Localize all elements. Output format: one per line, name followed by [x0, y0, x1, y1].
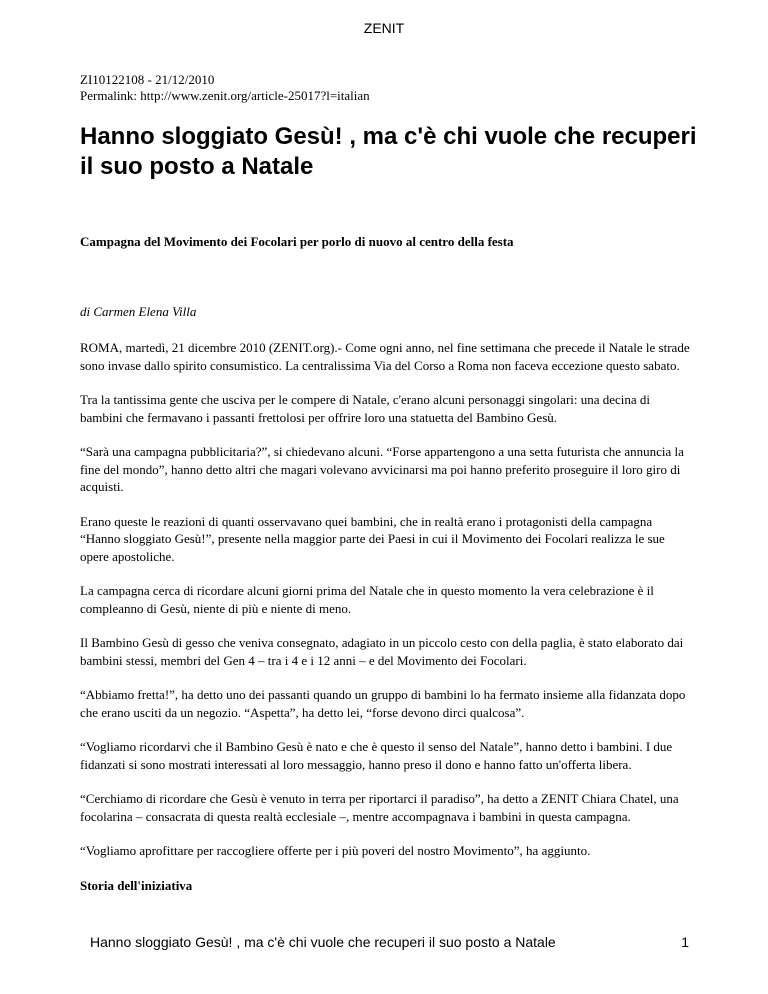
paragraph: Il Bambino Gesù di gesso che veniva consegnato, adagiato in un piccolo cesto con della paglia, è stato elaborato dai bambini stessi, membri del Gen 4 – tra i 4 e i 12 anni – e del Movimento dei Focolari.	[80, 635, 684, 668]
article-title: Hanno sloggiato Gesù! , ma c'è chi vuole che recuperi il suo posto a Natale	[80, 123, 697, 180]
paragraph: “Cerchiamo di ricordare che Gesù è venuto in terra per riportarci il paradiso”, ha detto a ZENIT Chiara Chatel, una focolarina – consacrata di questa realtà ecclesiale –, mentre accompagnava i bambini in questa campagna.	[80, 791, 679, 824]
article-byline: di Carmen Elena Villa	[80, 304, 197, 319]
article-subtitle: Campagna del Movimento dei Focolari per porlo di nuovo al centro della festa	[80, 234, 514, 249]
footer-title: Hanno sloggiato Gesù! , ma c'è chi vuole che recuperi il suo posto a Natale	[90, 934, 556, 950]
article-body	[80, 339, 692, 894]
paragraph: “Vogliamo ricordarvi che il Bambino Gesù è nato e che è questo il senso del Natale”, hanno detto i bambini. I due fidanzati si sono mostrati interessati al loro messaggio, hanno preso il dono e hanno fatto un'offerta libera.	[80, 739, 673, 772]
article-id-line: ZI10122108 - 21/12/2010	[80, 72, 215, 87]
page-header-site: ZENIT	[363, 20, 405, 36]
paragraph: ROMA, martedì, 21 dicembre 2010 (ZENIT.org).- Come ogni anno, nel fine settimana che precede il Natale le strade sono invase dallo spirito consumistico. La centralissima Via del Corso a Roma non faceva eccezione questo sabato.	[80, 340, 690, 373]
article-meta	[80, 72, 370, 104]
paragraph: “Vogliamo aprofittare per raccogliere offerte per i più poveri del nostro Movimento”, ha aggiunto.	[80, 843, 591, 858]
paragraph: La campagna cerca di ricordare alcuni giorni prima del Natale che in questo momento la vera celebrazione è il compleanno di Gesù, niente di più e niente di meno.	[80, 583, 654, 616]
section-heading: Storia dell'iniziativa	[80, 877, 193, 893]
paragraph: “Abbiamo fretta!”, ha detto uno dei passanti quando un gruppo di bambini lo ha fermato insieme alla fidanzata dopo che erano usciti da un negozio. “Aspetta”, ha detto lei, “forse devono dirci qualcosa”.	[80, 687, 686, 720]
paragraph: Erano queste le reazioni di quanti osservavano quei bambini, che in realtà erano i protagonisti della campagna “Hanno sloggiato Gesù!”, presente nella maggior parte dei Paesi in cui il Movimento dei Focolari realizza le sue opere apostoliche.	[80, 513, 665, 564]
paragraph: Tra la tantissima gente che usciva per le compere di Natale, c'erano alcuni personaggi singolari: una decina di bambini che fermavano i passanti frettolosi per offrire loro una statuetta del Bambino Gesù.	[80, 392, 651, 425]
permalink: Permalink: http://www.zenit.org/article-25017?l=italian	[80, 88, 370, 103]
paragraph: “Sarà una campagna pubblicitaria?”, si chiedevano alcuni. “Forse appartengono a una setta futurista che annuncia la fine del mondo”, hanno detto altri che magari volevano avvicinarsi ma poi hanno preferito proseguire il loro giro di acquisti.	[80, 444, 684, 494]
page-number: 1	[681, 934, 689, 950]
